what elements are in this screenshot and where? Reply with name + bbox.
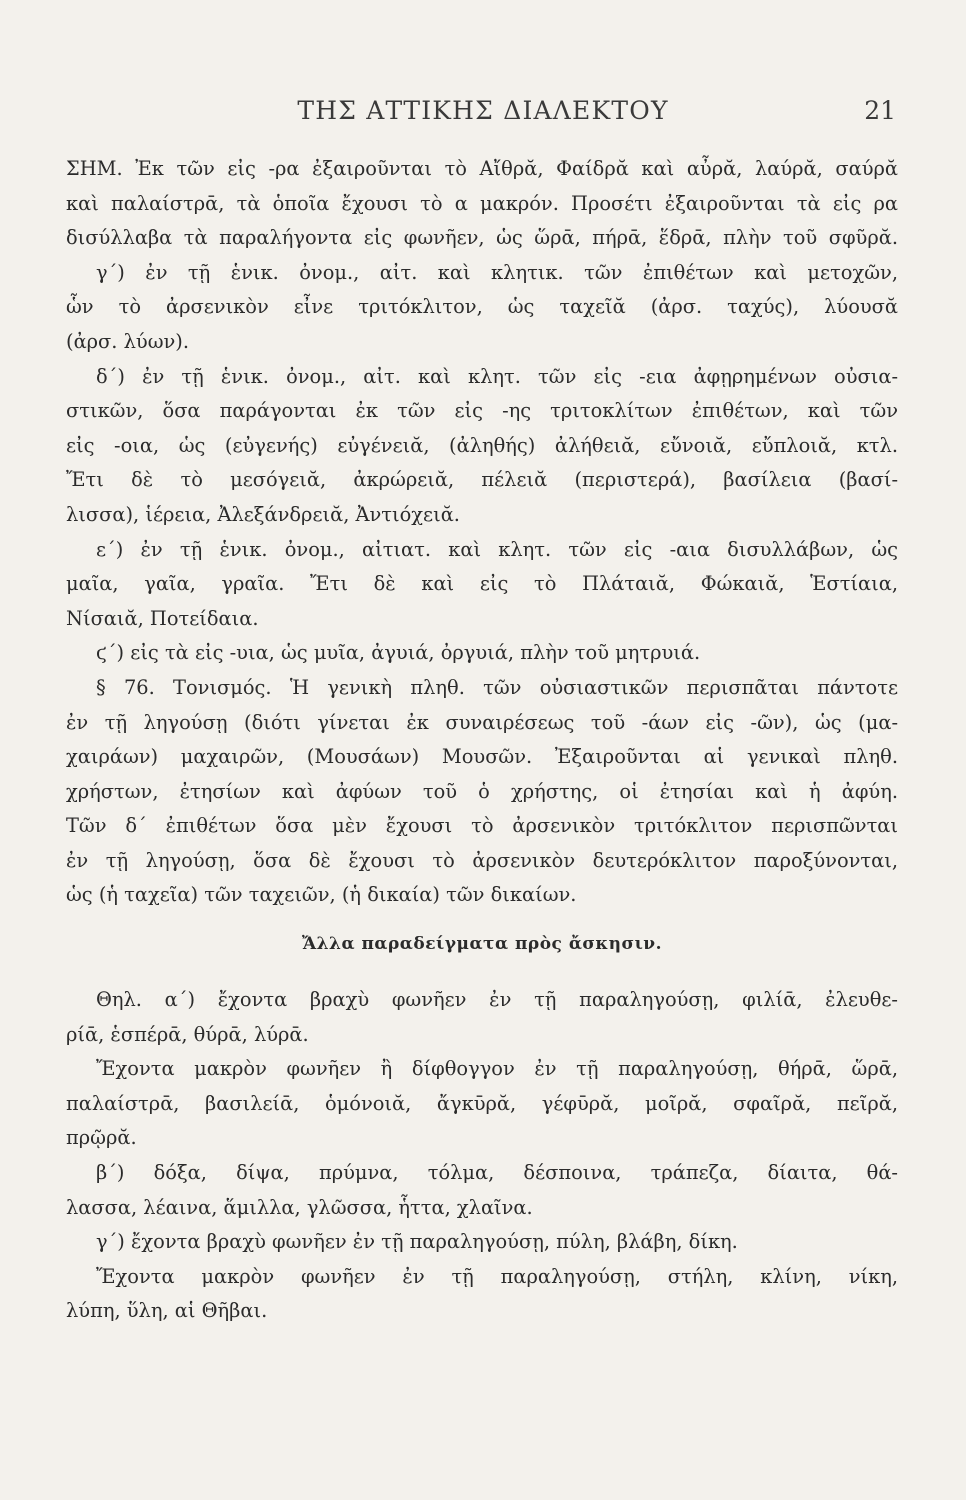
text-line: ρίᾱ, ἑσπέρᾱ, θύρᾱ, λύρᾱ. [66,1022,309,1046]
text-line: καὶ παλαίστρᾱ, τὰ ὁποῖα ἔχουσι τὸ α μακρόν. Προσέτι ἐξαιροῦνται τὰ εἰς ρα [66,191,898,215]
text-line: λασσα, λέαινα, ἅμιλλα, γλῶσσα, ἧττα, χλαῖνα. [66,1195,533,1219]
text-line: στικῶν, ὅσα παράγονται ἐκ τῶν εἰς -ης τριτοκλίτων ἐπιθέτων, καὶ τῶν [66,399,898,423]
running-title: ΤΗΣ ΑΤΤΙΚΗΣ ΔΙΑΛΕΚΤΟΥ [297,96,669,125]
text-line: ὧν τὸ ἀρσενικὸν εἶνε τριτόκλιτον, ὡς ταχεῖᾰ (ἀρσ. ταχύς), λύουσᾰ [66,295,898,319]
text-line: παλαίστρᾱ, βασιλείᾱ, ὁμόνοιᾰ, ἄγκῡρᾰ, γέφῡρᾰ, μοῖρᾰ, σφαῖρᾰ, πεῖρᾰ, [66,1091,898,1115]
text-line: ἐν τῇ ληγούσῃ (διότι γίνεται ἐκ συναιρέσεως τοῦ -άων εἰς -ῶν), ὡς (μα- [66,710,898,734]
text-line: λισσα), ἱέρεια, Ἀλεξάνδρειᾰ, Ἀντιόχειᾰ. [66,502,460,526]
page-number: 21 [864,96,896,125]
text-line: Θηλ. α΄) ἔχοντα βραχὺ φωνῆεν ἐν τῇ παραληγούσῃ, φιλίᾱ, ἐλευθε- [96,988,898,1012]
text-line: Νίσαιᾰ, Ποτείδαια. [66,606,259,630]
text-line: ἐν τῇ ληγούσῃ, ὅσα δὲ ἔχουσι τὸ ἀρσενικὸν δευτερόκλιτον παροξύνονται, [66,848,898,872]
text-line: λύπη, ὕλη, αἱ Θῆβαι. [66,1299,268,1323]
text-line: ΣΗΜ. Ἐκ τῶν εἰς -ρα ἐξαιροῦνται τὸ Αἴθρᾰ, Φαίδρᾰ καὶ αὖρᾰ, λαύρᾰ, σαύρᾰ [66,157,898,180]
section-76-heading-line: § 76. Τονισμός. Ἡ γενικὴ πληθ. τῶν οὐσιαστικῶν περισπᾶται πάντοτε [96,675,898,699]
text-line: Ἔχοντα μακρὸν φωνῆεν ἐν τῇ παραληγούσῃ, στήλη, κλίνη, νίκη, [96,1264,898,1288]
text-line: γ΄) ἔχοντα βραχὺ φωνῆεν ἐν τῇ παραληγούσῃ, πύλη, βλάβη, δίκη. [96,1230,738,1254]
text-line: χαιράων) μαχαιρῶν, (Μουσάων) Μουσῶν. Ἐξαιροῦνται αἱ γενικαὶ πληθ. [66,745,898,769]
text-line: ϛ΄) εἰς τὰ εἰς -υια, ὡς μυῖα, ἀγυιά, ὀργυιά, πλὴν τοῦ μητρυιά. [96,641,701,665]
text-line: (ἀρσ. λύων). [66,329,190,353]
text-line: πρῷρᾰ. [66,1126,137,1150]
text-line: ὡς (ἡ ταχεῖα) τῶν ταχειῶν, (ἡ δικαία) τῶν δικαίων. [66,883,577,907]
text-line: Ἔχοντα μακρὸν φωνῆεν ἢ δίφθογγον ἐν τῇ παραληγούσῃ, θήρᾱ, ὥρᾱ, [96,1057,898,1081]
text-line: δισύλλαβα τὰ παραλήγοντα εἰς φωνῆεν, ὡς ὥρᾱ, πήρᾱ, ἕδρᾱ, πλὴν τοῦ σφῦρᾰ. [66,226,898,250]
text-line: β΄) δόξα, δίψα, πρύμνα, τόλμα, δέσποινα, τράπεζα, δίαιτα, θά- [96,1161,898,1185]
text-line: Τῶν δ΄ ἐπιθέτων ὅσα μὲν ἔχουσι τὸ ἀρσενικὸν τριτόκλιτον περισπῶνται [66,814,898,838]
text-line: Ἔτι δὲ τὸ μεσόγειᾰ, ἀκρώρειᾰ, πέλειᾰ (περιστερά), βασίλεια (βασί- [66,468,898,492]
text-line: δ΄) ἐν τῇ ἑνικ. ὀνομ., αἰτ. καὶ κλητ. τῶν εἰς -εια ἀφῃρημένων οὐσια- [96,364,898,388]
text-line: εἰς -οια, ὡς (εὐγενής) εὐγένειᾰ, (ἀληθής) ἀλήθειᾰ, εὔνοιᾰ, εὔπλοιᾰ, κτλ. [66,433,898,457]
page-header [60,96,906,136]
text-line: χρήστων, ἐτησίων καὶ ἀφύων τοῦ ὁ χρήστης, οἱ ἐτησίαι καὶ ἡ ἀφύη. [66,779,898,803]
text-body [66,152,898,1329]
text-line: μαῖα, γαῖα, γραῖα. Ἔτι δὲ καὶ εἰς τὸ Πλάταιᾰ, Φώκαιᾰ, Ἑστίαια, [66,572,898,596]
text-line: ε΄) ἐν τῇ ἑνικ. ὀνομ., αἰτιατ. καὶ κλητ. τῶν εἰς -αια δισυλλάβων, ὡς [96,537,898,561]
text-line: γ΄) ἐν τῇ ἑνικ. ὀνομ., αἰτ. καὶ κλητικ. τῶν ἐπιθέτων καὶ μετοχῶν, [96,260,898,284]
exercises-heading: Ἄλλα παραδείγματα πρὸς ἄσκησιν. [301,934,663,955]
